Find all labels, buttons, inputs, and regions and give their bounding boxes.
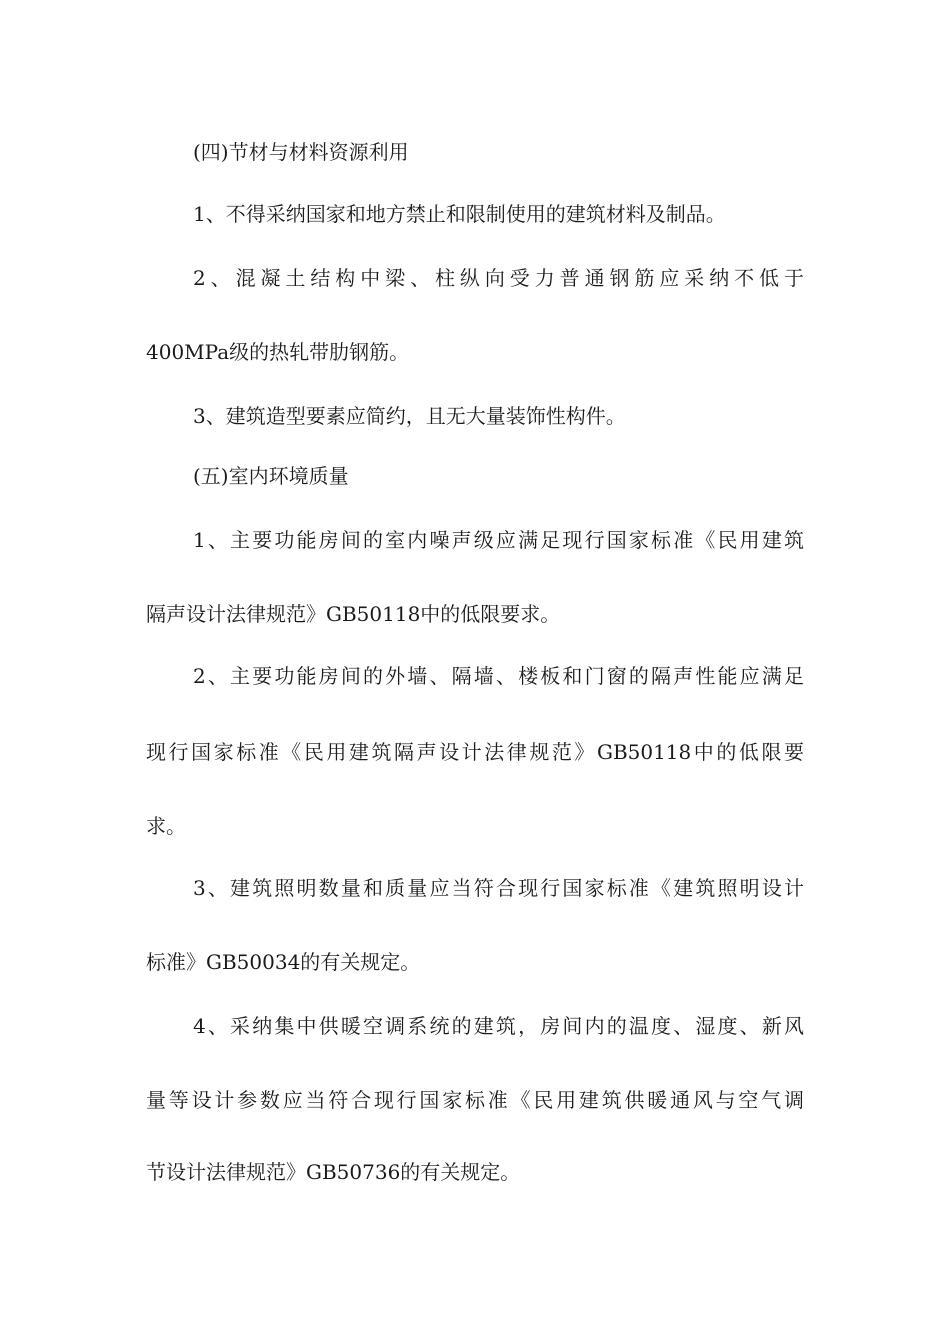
section-five-item-1-line-1: 1、主要功能房间的室内噪声级应满足现行国家标准《民用建筑	[193, 528, 804, 552]
section-four-item-1: 1、不得采纳国家和地方禁止和限制使用的建筑材料及制品。	[193, 202, 726, 226]
section-five-item-2-line-1: 2、主要功能房间的外墙、隔墙、楼板和门窗的隔声性能应满足	[193, 664, 804, 688]
section-four-heading: (四)节材与材料资源利用	[193, 140, 409, 164]
section-five-item-2-line-2: 现行国家标准《民用建筑隔声设计法律规范》GB50118中的低限要	[146, 740, 804, 764]
section-five-item-3-line-1: 3、建筑照明数量和质量应当符合现行国家标准《建筑照明设计	[193, 876, 804, 900]
section-four-item-2-line-1: 2、混凝土结构中梁、柱纵向受力普通钢筋应采纳不低于	[193, 266, 804, 290]
section-five-item-2-line-3: 求。	[146, 814, 186, 838]
section-five-item-4-line-3: 节设计法律规范》GB50736的有关规定。	[146, 1160, 521, 1184]
section-five-item-4-line-2: 量等设计参数应当符合现行国家标准《民用建筑供暖通风与空气调	[146, 1088, 804, 1112]
section-four-item-3: 3、建筑造型要素应简约，且无大量装饰性构件。	[193, 404, 626, 428]
section-five-item-3-line-2: 标准》GB50034的有关规定。	[146, 950, 421, 974]
section-five-item-1-line-2: 隔声设计法律规范》GB50118中的低限要求。	[146, 602, 561, 626]
section-five-item-4-line-1: 4、采纳集中供暖空调系统的建筑，房间内的温度、湿度、新风	[193, 1014, 804, 1038]
section-four-item-2-line-2: 400MPa级的热轧带肋钢筋。	[146, 340, 410, 364]
section-five-heading: (五)室内环境质量	[193, 464, 349, 488]
